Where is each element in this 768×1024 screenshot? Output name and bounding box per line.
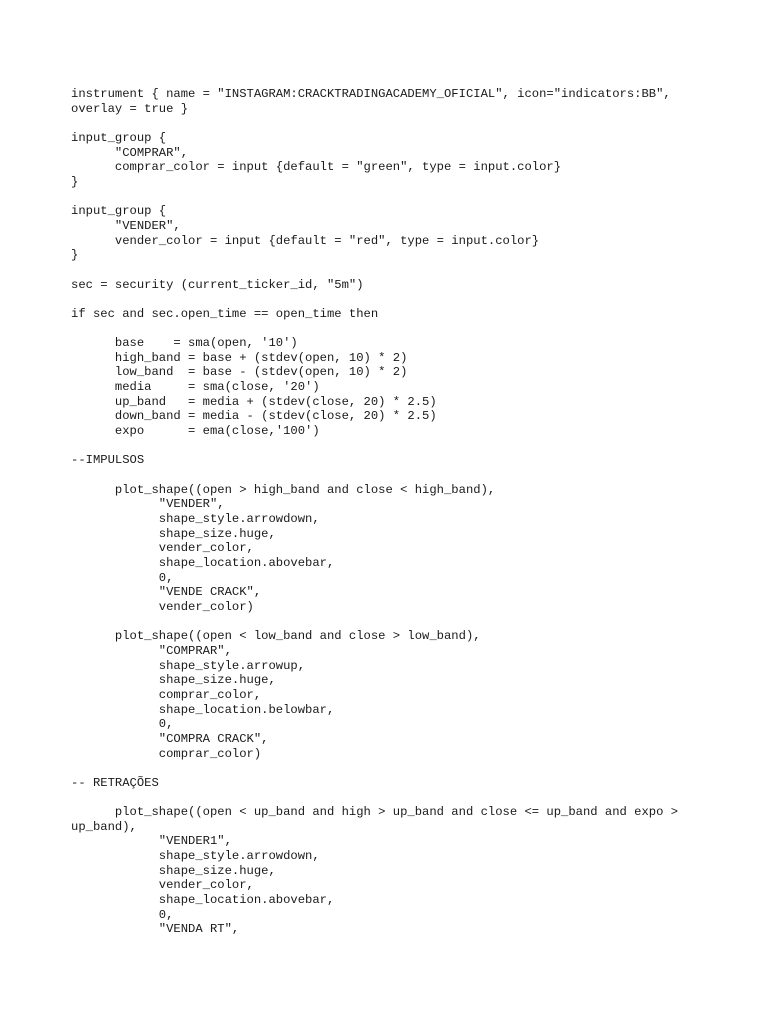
code-line: if sec and sec.open_time == open_time then bbox=[71, 306, 379, 321]
blank-line bbox=[71, 292, 711, 307]
code-line: sec = security (current_ticker_id, "5m") bbox=[71, 277, 364, 292]
code-line: shape_size.huge, bbox=[71, 863, 276, 878]
blank-line bbox=[71, 263, 711, 278]
code-line: -- RETRAÇÕES bbox=[71, 775, 159, 790]
code-line: "COMPRAR", bbox=[71, 145, 189, 160]
code-line: vender_color, bbox=[71, 878, 254, 893]
code-line: up_band = media + (stdev(close, 20) * 2.5) bbox=[71, 394, 437, 409]
code-line: "COMPRA CRACK", bbox=[71, 731, 269, 746]
code-line: shape_location.abovebar, bbox=[71, 893, 335, 908]
code-line: input_group { bbox=[71, 130, 167, 145]
blank-line bbox=[71, 322, 711, 337]
code-line: expo = ema(close,'100') bbox=[71, 424, 320, 439]
code-line: high_band = base + (stdev(open, 10) * 2) bbox=[71, 350, 408, 365]
code-line: plot_shape((open > high_band and close < high_band), bbox=[71, 482, 496, 497]
code-block bbox=[71, 87, 711, 937]
code-line: up_band), bbox=[71, 819, 137, 834]
blank-line bbox=[71, 761, 711, 776]
code-line: comprar_color) bbox=[71, 746, 262, 761]
code-line: "VENDE CRACK", bbox=[71, 585, 262, 600]
code-line: shape_location.belowbar, bbox=[71, 702, 335, 717]
code-line: shape_location.abovebar, bbox=[71, 556, 335, 570]
blank-line bbox=[71, 615, 711, 630]
blank-line bbox=[71, 190, 711, 205]
code-line: input_group { bbox=[71, 204, 167, 219]
code-line: 0, bbox=[71, 907, 174, 922]
code-line: "VENDER", bbox=[71, 218, 181, 233]
code-line: "VENDER", bbox=[71, 497, 225, 512]
code-line: media = sma(close, '20') bbox=[71, 380, 320, 395]
code-line: low_band = base - (stdev(open, 10) * 2) bbox=[71, 365, 408, 380]
code-line: 0, bbox=[71, 570, 174, 585]
blank-line bbox=[71, 791, 711, 806]
code-line: overlay = true } bbox=[71, 101, 189, 116]
code-line: vender_color = input {default = "red", type = input.color} bbox=[71, 233, 540, 248]
code-line: base = sma(open, '10') bbox=[71, 336, 298, 351]
code-line: shape_style.arrowdown, bbox=[71, 512, 320, 527]
code-line: shape_size.huge, bbox=[71, 526, 276, 541]
code-line: instrument { name = "INSTAGRAM:CRACKTRADINGACADEMY_OFICIAL", icon="indicators:BB", bbox=[71, 87, 671, 101]
code-line: down_band = media - (stdev(close, 20) * 2.5) bbox=[71, 409, 437, 424]
code-line: vender_color, bbox=[71, 541, 254, 556]
code-line: vender_color) bbox=[71, 599, 254, 614]
code-line: "COMPRAR", bbox=[71, 643, 232, 658]
blank-line bbox=[71, 439, 711, 454]
code-line: comprar_color = input {default = "green", type = input.color} bbox=[71, 160, 562, 175]
code-line: shape_style.arrowup, bbox=[71, 658, 306, 673]
code-line: 0, bbox=[71, 717, 174, 732]
code-line: } bbox=[71, 174, 79, 189]
blank-line bbox=[71, 116, 711, 131]
code-line: "VENDER1", bbox=[71, 834, 232, 849]
code-line: plot_shape((open < low_band and close > low_band), bbox=[71, 629, 481, 644]
code-line: } bbox=[71, 248, 79, 263]
code-line: --IMPULSOS bbox=[71, 453, 145, 468]
code-line: shape_size.huge, bbox=[71, 673, 276, 688]
code-line: comprar_color, bbox=[71, 687, 262, 702]
blank-line bbox=[71, 468, 711, 483]
code-line: "VENDA RT", bbox=[71, 922, 240, 937]
code-line: plot_shape((open < up_band and high > up_band and close <= up_band and expo > bbox=[71, 805, 679, 820]
code-line: shape_style.arrowdown, bbox=[71, 849, 320, 864]
